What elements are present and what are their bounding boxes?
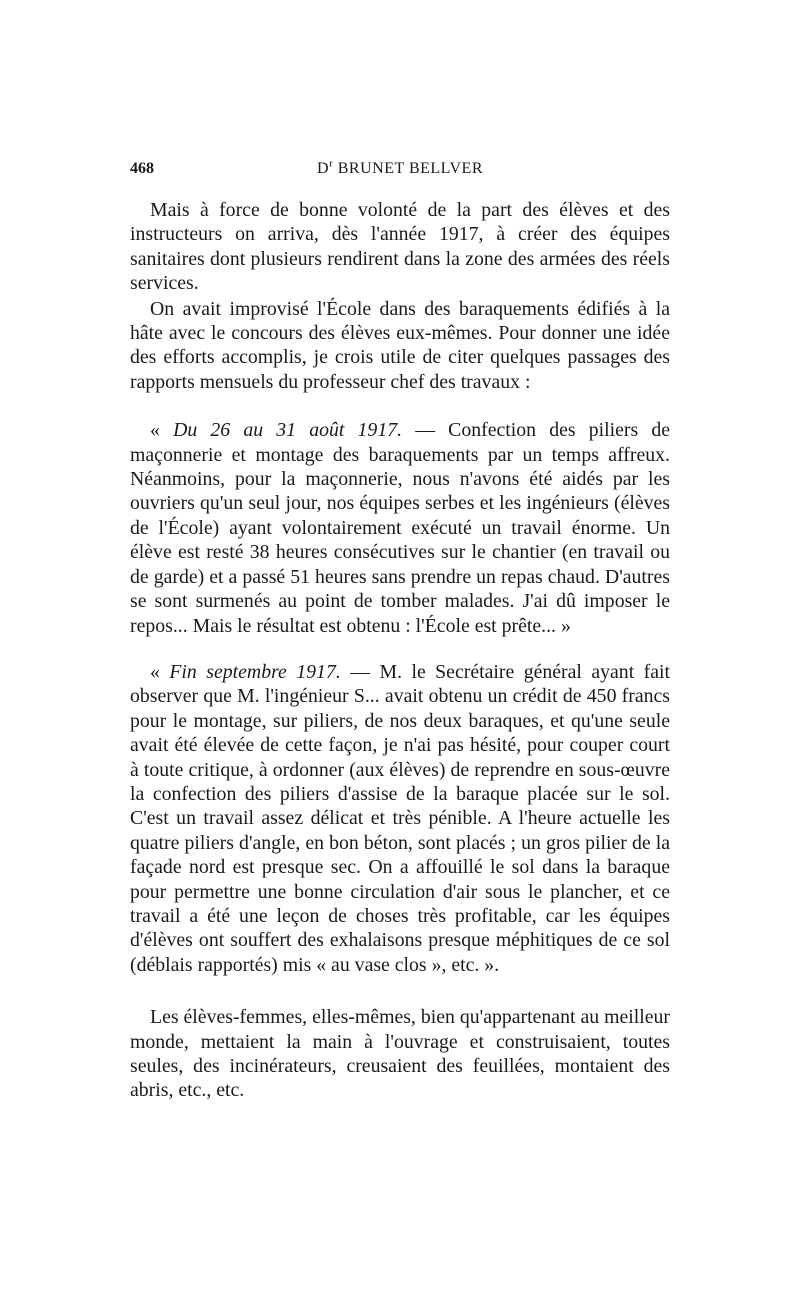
quote-open-mark: « [150,419,174,442]
quote-date-september: Fin septembre 1917. [169,660,341,683]
paragraph-women-students: Les élèves-femmes, elles-mêmes, bien qu'appartenant au meilleur monde, mettaient la main à l'ouvrage et construisaient, toutes seules, des incinérateurs, creusaient des feuillées, montaient des abris, etc., etc. [130,1006,670,1102]
running-title-prefix: D [317,160,330,177]
running-title-name: BRUNET BELLVER [333,160,483,177]
book-page [130,157,671,1103]
page-number: 468 [130,160,154,177]
quote-body-august: — Confection des piliers de maçonnerie et montage des baraquements par un temps affreux. Néanmoins, pour la maçonnerie, nous n'avons été aidés par les ouvriers qu'un seul jour, nos équipes serbes et les ingénieurs (élèves de l'École) ayant volontairement exécuté un travail énorme. Un élève est resté 38 heures consécutives sur le chantier (en travail ou de garde) et a passé 51 heures sans prendre un repas chaud. D'autres se sont surmenés au point de tomber malades. J'ai dû imposer le repos... Mais le résultat est obtenu : l'École est prête... » [130,419,671,637]
running-title-superscript: r [329,157,334,170]
quote-open-mark: « [150,660,170,683]
quote-september-1917 [130,660,670,977]
paragraph-sanitary-teams: Mais à force de bonne volonté de la part des élèves et des instructeurs on arriva, dès l'année 1917, à créer des équipes sanitaires dont plusieurs rendirent dans la zone des armées des réels services. [130,199,670,295]
paragraph-school-barracks: On avait improvisé l'École dans des baraquements édifiés à la hâte avec le concours des élèves eux-mêmes. Pour donner une idée des efforts accomplis, je crois utile de citer quelques passages des rapports mensuels du professeur chef des travaux : [130,297,670,393]
quote-body-september: — M. le Secrétaire général ayant fait observer que M. l'ingénieur S... avait obtenu un crédit de 450 francs pour le montage, sur piliers, de nos deux baraques, et qu'une seule avait été élevée de cette façon, je n'ai pas hésité, pour couper court à toute critique, à ordonner (aux élèves) de reprendre en sous-œuvre la confection des piliers d'assise de la baraque placée sur le sol. C'est un travail assez délicat et très pénible. A l'heure actuelle les quatre piliers d'angle, en bon béton, sont placés ; un gros pilier de la façade nord est presque sec. On a affouillé le sol dans la baraque pour permettre une bonne circulation d'air sous le plancher, et ce travail a été une leçon de choses très profitable, car les équipes d'élèves ont souffert des exhalaisons presque méphitiques de ce sol (déblais rapportés) mis « au vase clos », etc. ». [130,660,670,976]
quote-date-august: Du 26 au 31 août 1917. [173,419,403,442]
running-title [130,157,670,178]
page-header [130,157,670,184]
quote-august-1917 [130,418,670,638]
